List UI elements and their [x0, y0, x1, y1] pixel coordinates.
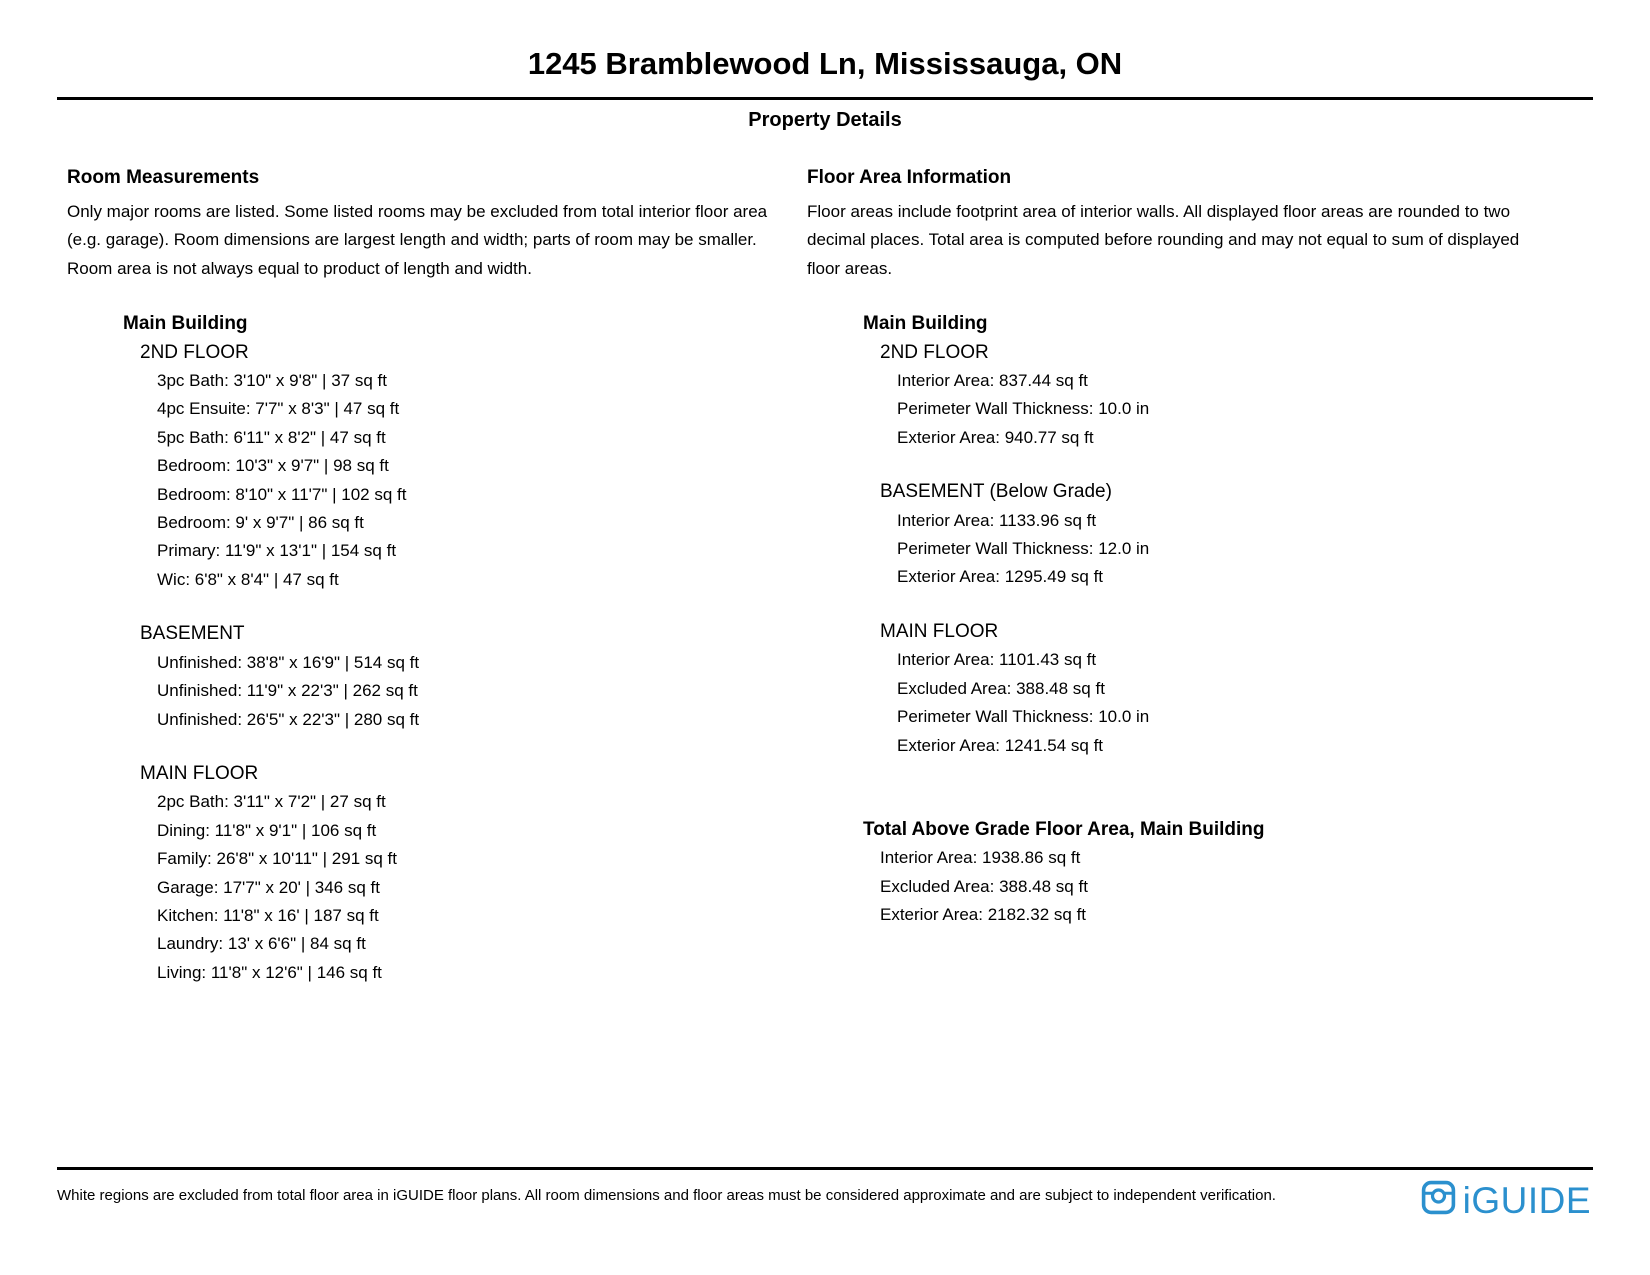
floor-area-stat: Interior Area: 1938.86 sq ft	[880, 848, 1081, 868]
room-measurements-section	[67, 163, 772, 987]
description-line: Only major rooms are listed. Some listed rooms may be excluded from total interior floor area	[67, 202, 768, 221]
iguide-logo-text: iGUIDE	[1462, 1179, 1591, 1221]
total-above-grade-block	[807, 816, 1527, 930]
description-line: floor areas.	[807, 258, 893, 278]
floor-area-description	[807, 198, 1527, 283]
room-dimension-item: Unfinished: 38'8" x 16'9" | 514 sq ft	[157, 652, 420, 672]
room-dimension-item: Laundry: 13' x 6'6" | 84 sq ft	[157, 934, 366, 954]
room-dimension-item: Primary: 11'9" x 13'1" | 154 sq ft	[157, 541, 397, 561]
room-dimension-item: Dining: 11'8" x 9'1" | 106 sq ft	[157, 820, 377, 840]
description-line: decimal places. Total area is computed before rounding and may not equal to sum of displayed	[807, 230, 1520, 250]
floor-area-stat: Excluded Area: 388.48 sq ft	[897, 678, 1105, 698]
room-dimension-item: Garage: 17'7" x 20' | 346 sq ft	[157, 877, 380, 897]
room-dimension-item: 3pc Bath: 3'10" x 9'8" | 37 sq ft	[157, 371, 387, 391]
footer-disclaimer: White regions are excluded from total floor area in iGUIDE floor plans. All room dimensions and floor areas must be considered approximate and are subject to independent verification.	[57, 1187, 1276, 1204]
floor-name: MAIN FLOOR	[140, 762, 259, 784]
floor-area-stat: Perimeter Wall Thickness: 12.0 in	[897, 539, 1150, 559]
floor-area-stat: Exterior Area: 2182.32 sq ft	[880, 905, 1087, 925]
building-name: Main Building	[123, 313, 248, 335]
floor-area-group-basement	[807, 478, 1527, 592]
floor-group-basement	[67, 620, 772, 734]
description-line: Floor areas include footprint area of interior walls. All displayed floor areas are rounded to two	[807, 202, 1511, 221]
room-dimension-item: 2pc Bath: 3'11" x 7'2" | 27 sq ft	[157, 792, 386, 812]
room-dimension-item: Unfinished: 11'9" x 22'3" | 262 sq ft	[157, 681, 418, 701]
floor-name: MAIN FLOOR	[880, 620, 999, 642]
room-dimension-item: Unfinished: 26'5" x 22'3" | 280 sq ft	[157, 709, 420, 729]
floor-area-heading: Floor Area Information	[807, 167, 1012, 188]
floor-area-stat: Perimeter Wall Thickness: 10.0 in	[897, 707, 1150, 727]
room-measurements-description	[67, 198, 772, 283]
total-above-grade-heading: Total Above Grade Floor Area, Main Building	[863, 818, 1265, 840]
floor-name: BASEMENT (Below Grade)	[880, 481, 1112, 503]
floor-area-section	[807, 163, 1527, 930]
floor-area-stat: Perimeter Wall Thickness: 10.0 in	[897, 399, 1150, 419]
floor-area-stat: Interior Area: 1101.43 sq ft	[897, 650, 1097, 670]
description-line: (e.g. garage). Room dimensions are largest length and width; parts of room may be smaller.	[67, 230, 757, 250]
floor-name: BASEMENT	[140, 623, 245, 645]
room-measurements-heading: Room Measurements	[67, 167, 260, 188]
room-dimension-item: Kitchen: 11'8" x 16' | 187 sq ft	[157, 905, 379, 925]
floor-group-2nd-floor	[67, 339, 772, 595]
floor-area-group-2nd-floor	[807, 339, 1527, 453]
room-dimension-item: Bedroom: 8'10" x 11'7" | 102 sq ft	[157, 484, 407, 504]
page-footer	[57, 1167, 1593, 1220]
room-dimension-item: Family: 26'8" x 10'11" | 291 sq ft	[157, 849, 398, 869]
floor-name: 2ND FLOOR	[140, 341, 249, 363]
room-dimension-item: 5pc Bath: 6'11" x 8'2" | 47 sq ft	[157, 427, 386, 447]
floor-area-stat: Interior Area: 837.44 sq ft	[897, 371, 1088, 391]
page-subtitle: Property Details	[748, 109, 902, 131]
room-dimension-item: Wic: 6'8" x 8'4" | 47 sq ft	[157, 569, 339, 589]
header-divider	[57, 97, 1593, 100]
iguide-camera-icon	[1421, 1180, 1456, 1220]
floor-area-stat: Exterior Area: 940.77 sq ft	[897, 427, 1094, 447]
floor-area-stat: Exterior Area: 1241.54 sq ft	[897, 735, 1104, 755]
floor-area-stat: Exterior Area: 1295.49 sq ft	[897, 567, 1104, 587]
room-dimension-item: 4pc Ensuite: 7'7" x 8'3" | 47 sq ft	[157, 399, 400, 419]
room-dimension-item: Living: 11'8" x 12'6" | 146 sq ft	[157, 962, 382, 982]
room-dimension-item: Bedroom: 9' x 9'7" | 86 sq ft	[157, 513, 364, 533]
floor-group-main-floor	[67, 760, 772, 987]
page-title: 1245 Bramblewood Ln, Mississauga, ON	[527, 46, 1123, 81]
room-dimension-item: Bedroom: 10'3" x 9'7" | 98 sq ft	[157, 456, 389, 476]
page-header	[0, 0, 1650, 132]
iguide-logo	[1421, 1170, 1591, 1220]
floor-area-stat: Interior Area: 1133.96 sq ft	[897, 510, 1097, 530]
floor-name: 2ND FLOOR	[880, 341, 989, 363]
building-name: Main Building	[863, 313, 988, 335]
floor-area-stat: Excluded Area: 388.48 sq ft	[880, 876, 1088, 896]
description-line: Room area is not always equal to product of length and width.	[67, 258, 532, 278]
floor-area-group-main-floor	[807, 618, 1527, 760]
